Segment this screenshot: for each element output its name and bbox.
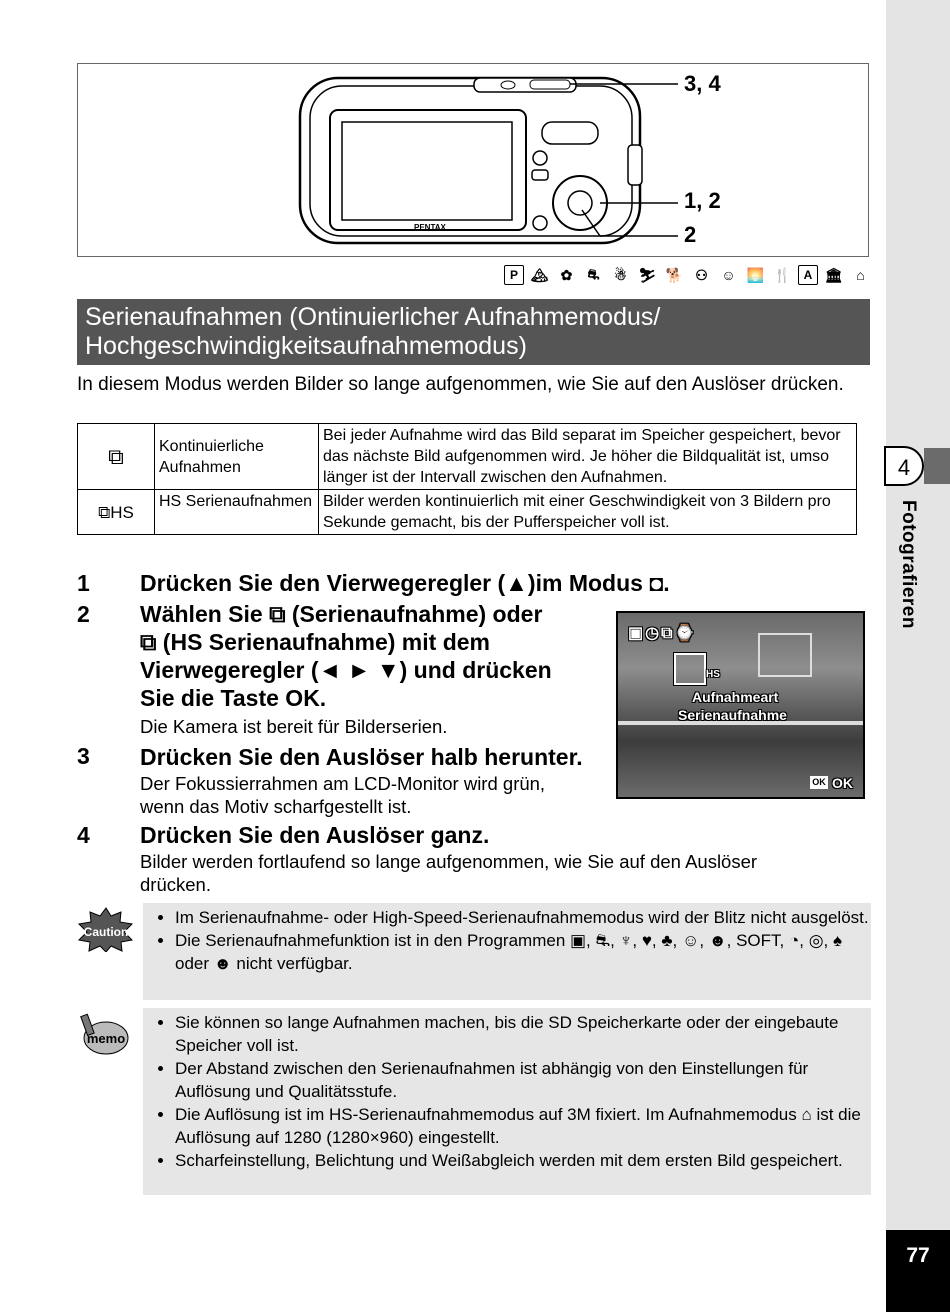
basketball-backboard	[758, 633, 812, 677]
ok-button-icon: OK	[810, 776, 828, 789]
step-2-title-line: Vierwegeregler (◄ ► ▼) und drücken	[140, 657, 552, 683]
list-item: • Der Abstand zwischen den Serienaufnahmen ist abhängig von den Einstellungen für Auflösung und Qualitätsstufe.	[175, 1057, 871, 1103]
mode-text-icon: A	[798, 265, 818, 285]
chapter-number: 4	[884, 446, 924, 486]
mode-program-icon: P	[504, 265, 524, 285]
table-cell-name: Kontinuierliche Aufnahmen	[155, 424, 319, 490]
step-3-number: 3	[77, 743, 90, 769]
table-cell-desc: Bilder werden kontinuierlich mit einer Geschwindigkeit von 3 Bildern pro Sekunde gemacht, bis der Pufferspeicher voll ist.	[319, 490, 857, 535]
table-row	[78, 424, 857, 490]
list-item: • Die Serienaufnahmefunktion ist in den Programmen ▣, ⛐, ♆, ♥, ♣, ☺, ☻, SOFT, ◔, ◎, ♠ oder ☻ nicht verfügbar.	[175, 929, 871, 975]
step-3-text-line: wenn das Motiv scharfgestellt ist.	[140, 796, 412, 817]
mode-sport-icon: ⛷	[638, 266, 657, 283]
table-cell-name: HS Serienaufnahmen	[155, 490, 319, 535]
step-2-title-line: Sie die Taste OK.	[140, 685, 327, 711]
mode-table	[77, 423, 857, 535]
step-1-title: Drücken Sie den Vierwegeregler (▲)im Modus ◘.	[140, 570, 670, 596]
table-row	[78, 490, 857, 535]
step-4-text-line: Bilder werden fortlaufend so lange aufgenommen, wie Sie auf den Auslöser	[140, 851, 758, 872]
section-heading	[77, 299, 870, 365]
continuous-mode-icon: ⧉	[78, 424, 155, 490]
lcd-label-serienaufnahme: Serienaufnahme	[678, 707, 787, 723]
chapter-tab-marker	[924, 448, 950, 484]
mode-food-icon: 🍴	[773, 266, 792, 283]
mode-surf-icon: ⛐	[587, 265, 600, 282]
lcd-label-aufnahmeart: Aufnahmeart	[692, 689, 779, 705]
camera-brand: PENTAX	[414, 223, 446, 232]
memo-icon	[80, 1013, 130, 1057]
mode-museum-icon: 🏛	[824, 266, 843, 283]
step-2-text: Die Kamera ist bereit für Bilderserien.	[140, 716, 448, 737]
mode-sunset-icon: 🌅	[746, 266, 765, 283]
step-1-number: 1	[77, 570, 90, 596]
memo-box	[143, 1008, 871, 1195]
mode-frame-icon: ⌂	[856, 267, 865, 283]
mode-flower-icon: ✿	[560, 266, 573, 283]
step-4-text	[140, 850, 757, 896]
caution-icon	[78, 906, 134, 952]
list-item: • Die Auflösung ist im HS-Serienaufnahmemodus auf 3M fixiert. Im Aufnahmemodus ⌂ ist die Auflösung auf 1280 (1280×960) eingestellt.	[175, 1103, 871, 1149]
step-3-text-line: Der Fokussierrahmen am LCD-Monitor wird grün,	[140, 773, 546, 794]
callout-1-2: 1, 2	[684, 188, 721, 213]
heading-line-1: Serienaufnahmen (Ontinuierlicher Aufnahmemodus/	[85, 303, 661, 331]
step-2-title-line: Wählen Sie ⧉ (Serienaufnahme) oder	[140, 601, 543, 627]
step-2-title	[140, 600, 610, 712]
memo-badge-text: memo	[86, 1031, 126, 1046]
mode-kids-icon: ⚇	[695, 266, 708, 283]
memo-list	[143, 1011, 871, 1172]
applicable-mode-icons	[382, 262, 872, 288]
chapter-title: Fotografieren	[898, 500, 919, 629]
heading-line-2: Hochgeschwindigkeitsaufnahmemodus)	[85, 332, 527, 360]
step-4-title: Drücken Sie den Auslöser ganz.	[140, 822, 490, 848]
step-3-title: Drücken Sie den Auslöser halb herunter.	[140, 744, 583, 770]
mode-landscape-icon: 🏔	[530, 266, 549, 283]
caution-badge-text: Caution	[83, 925, 129, 939]
list-item: • Im Serienaufnahme- oder High-Speed-Serienaufnahmemodus wird der Blitz nicht ausgelöst.	[175, 906, 871, 929]
selected-mode-frame	[674, 653, 706, 685]
step-2-title-line: ⧉ (HS Serienaufnahme) mit dem	[140, 629, 490, 655]
lcd-screenshot	[616, 611, 865, 799]
step-4-number: 4	[77, 822, 90, 848]
mode-portrait-icon: ☺	[721, 267, 736, 283]
caution-box	[143, 903, 871, 1000]
list-item: • Scharfeinstellung, Belichtung und Weißabgleich werden mit dem ersten Bild gespeichert.	[175, 1149, 871, 1172]
step-3-text	[140, 772, 545, 818]
hs-continuous-mode-icon: ⧉HS	[78, 490, 155, 535]
callout-3-4: 3, 4	[684, 71, 721, 96]
mode-pet-icon: 🐕	[665, 266, 684, 283]
step-4-text-line: drücken.	[140, 874, 211, 895]
list-item: • Sie können so lange Aufnahmen machen, bis die SD Speicherkarte oder der eingebaute Speicher voll ist.	[175, 1011, 871, 1057]
step-2-number: 2	[77, 601, 90, 627]
table-cell-desc: Bei jeder Aufnahme wird das Bild separat im Speicher gespeichert, bevor das nächste Bild aufgenommen wird. Je höher die Bildqualität ist, umso länger ist der Intervall zwischen den Aufnahmen.	[319, 424, 857, 490]
drive-mode-icons: ▣◷⧉⌚	[628, 625, 697, 642]
intro-text: In diesem Modus werden Bilder so lange aufgenommen, wie Sie auf den Auslöser drücken.	[77, 374, 844, 395]
mode-snow-icon: ☃	[614, 266, 627, 283]
lcd-ok-label: OK	[832, 775, 853, 791]
callout-2: 2	[684, 222, 697, 247]
camera-back-illustration	[290, 70, 750, 250]
hs-label: HS	[706, 669, 720, 680]
caution-list	[143, 906, 871, 975]
page-number: 77	[886, 1230, 950, 1312]
